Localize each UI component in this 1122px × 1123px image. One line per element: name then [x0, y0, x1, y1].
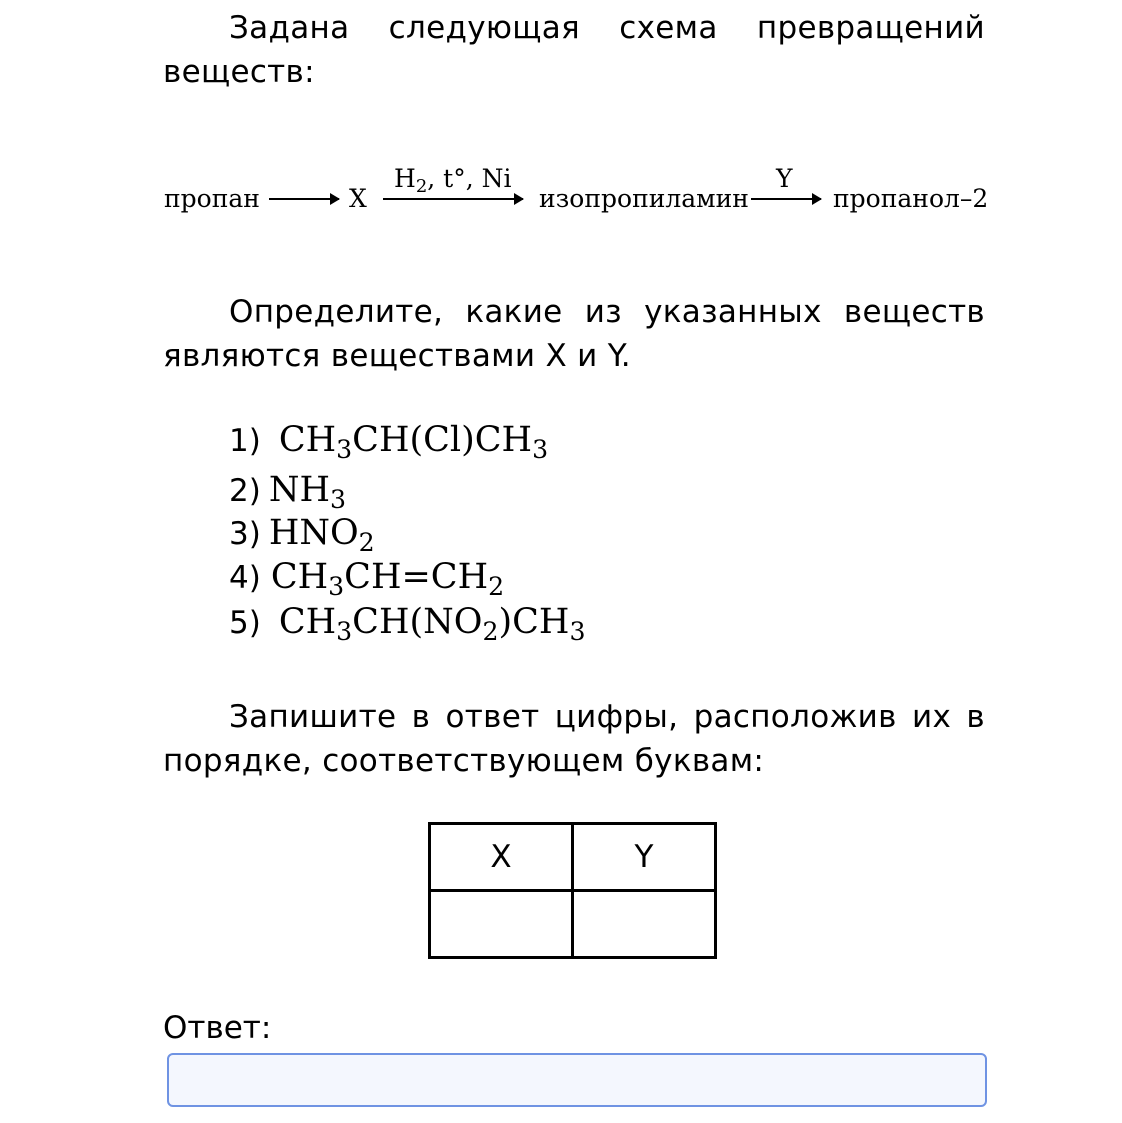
answer-label: Ответ: [163, 1010, 272, 1046]
option-3: 3) $HNO_2$ [229, 513, 375, 558]
cell-x [430, 891, 573, 958]
question-text: Определите, какие из указанных веществ являются веществами X и Y. [163, 294, 985, 374]
header-y: Y [573, 824, 716, 891]
scheme-x: X [349, 184, 367, 213]
scheme-middle: изопропиламин [539, 184, 749, 213]
option-5: 5) $CH_3CH(NO_2)CH_3$ [229, 602, 586, 647]
header-x: X [430, 824, 573, 891]
instruction-text: Запишите в ответ цифры, расположив их в порядке, соответствующем буквам: [163, 699, 985, 779]
arrow-1 [269, 198, 339, 200]
arrow-3 [751, 198, 821, 200]
arrow-2 [383, 198, 523, 200]
scheme-y: Y [776, 164, 793, 193]
scheme-end: пропанол–2 [833, 184, 989, 213]
option-1: 1) $CH_3CH(Cl)CH_3$ [229, 420, 549, 465]
intro-text: Задана следующая схема превращений веществ: [163, 10, 985, 90]
option-4: 4) $CH_3CH=CH_2$ [229, 557, 505, 602]
transformation-scheme [163, 160, 989, 220]
answer-table [428, 822, 717, 959]
cell-y [573, 891, 716, 958]
option-2: 2) $NH_3$ [229, 470, 347, 515]
scheme-reagent: $H_2$, t°, Ni [394, 164, 512, 198]
scheme-start: пропан [164, 184, 260, 213]
answer-input[interactable] [167, 1053, 987, 1107]
